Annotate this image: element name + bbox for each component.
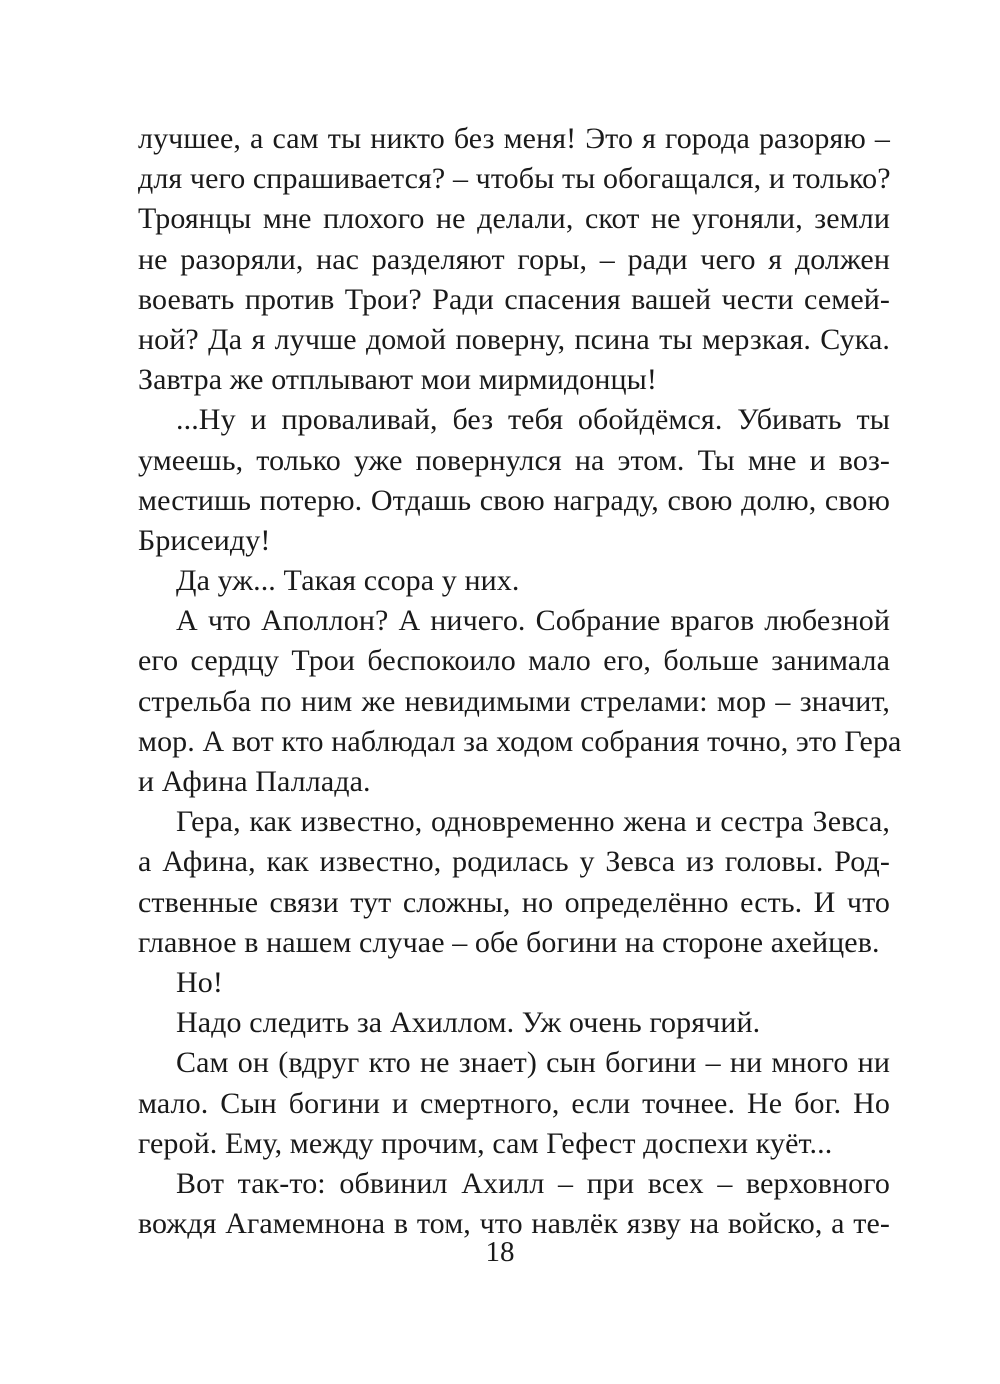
text-line: не разоряли, нас разделяют горы, – ради чего я должен (138, 242, 890, 276)
text-line: для чего спрашивается? – чтобы ты обогащался, и только? (138, 162, 891, 196)
text-line: герой. Ему, между прочим, сам Гефест доспехи куёт... (138, 1126, 833, 1160)
text-line: Но! (176, 965, 223, 999)
text-line: мор. А вот кто наблюдал за ходом собрания точно, это Гера (138, 724, 902, 758)
text-line: Сам он (вдруг кто не знает) сын богини – ни много ни (176, 1046, 890, 1080)
text-line: воевать против Трои? Ради спасения вашей чести семей- (138, 282, 890, 316)
page-number: 18 (485, 1236, 515, 1268)
text-line: Вот так-то: обвинил Ахилл – при всех – верховного (176, 1166, 890, 1200)
text-line: Да уж... Такая ссора у них. (176, 564, 520, 598)
text-line: а Афина, как известно, родилась у Зевса из головы. Род- (138, 845, 890, 879)
text-line: ственные связи тут сложны, но определённо есть. И что (138, 885, 890, 919)
text-line: лучшее, а сам ты никто без меня! Это я города разоряю – (138, 122, 890, 155)
text-line: вождя Агамемнона в том, что навлёк язву на войско, а те- (138, 1207, 890, 1241)
text-line: Брисеиду! (138, 523, 271, 557)
text-line: умеешь, только уже повернулся на этом. Ты мне и воз- (138, 443, 890, 477)
text-line: и Афина Паллада. (138, 765, 371, 798)
body-text (138, 119, 902, 1244)
text-line: местишь потерю. Отдашь свою награду, свою долю, свою (138, 483, 890, 517)
text-line: мало. Сын богини и смертного, если точнее. Не бог. Но (138, 1086, 890, 1120)
text-line: главное в нашем случае – обе богини на стороне ахейцев. (138, 925, 880, 959)
text-line: Гера, как известно, одновременно жена и сестра Зевса, (176, 805, 890, 839)
text-line: ...Ну и проваливай, без тебя обойдёмся. Убивать ты (176, 403, 890, 437)
text-line: Надо следить за Ахиллом. Уж очень горячий. (176, 1006, 761, 1040)
text-line: Завтра же отплывают мои мирмидонцы! (138, 363, 657, 397)
text-line: ной? Да я лучше домой поверну, псина ты мерзкая. Сука. (138, 322, 890, 356)
text-line: стрельба по ним же невидимыми стрелами: мор – значит, (138, 684, 890, 718)
text-line: его сердцу Трои беспокоило мало его, больше занимала (138, 644, 890, 678)
text-line: Троянцы мне плохого не делали, скот не угоняли, земли (138, 202, 890, 236)
text-line: А что Аполлон? А ничего. Собрание врагов любезной (176, 604, 890, 638)
